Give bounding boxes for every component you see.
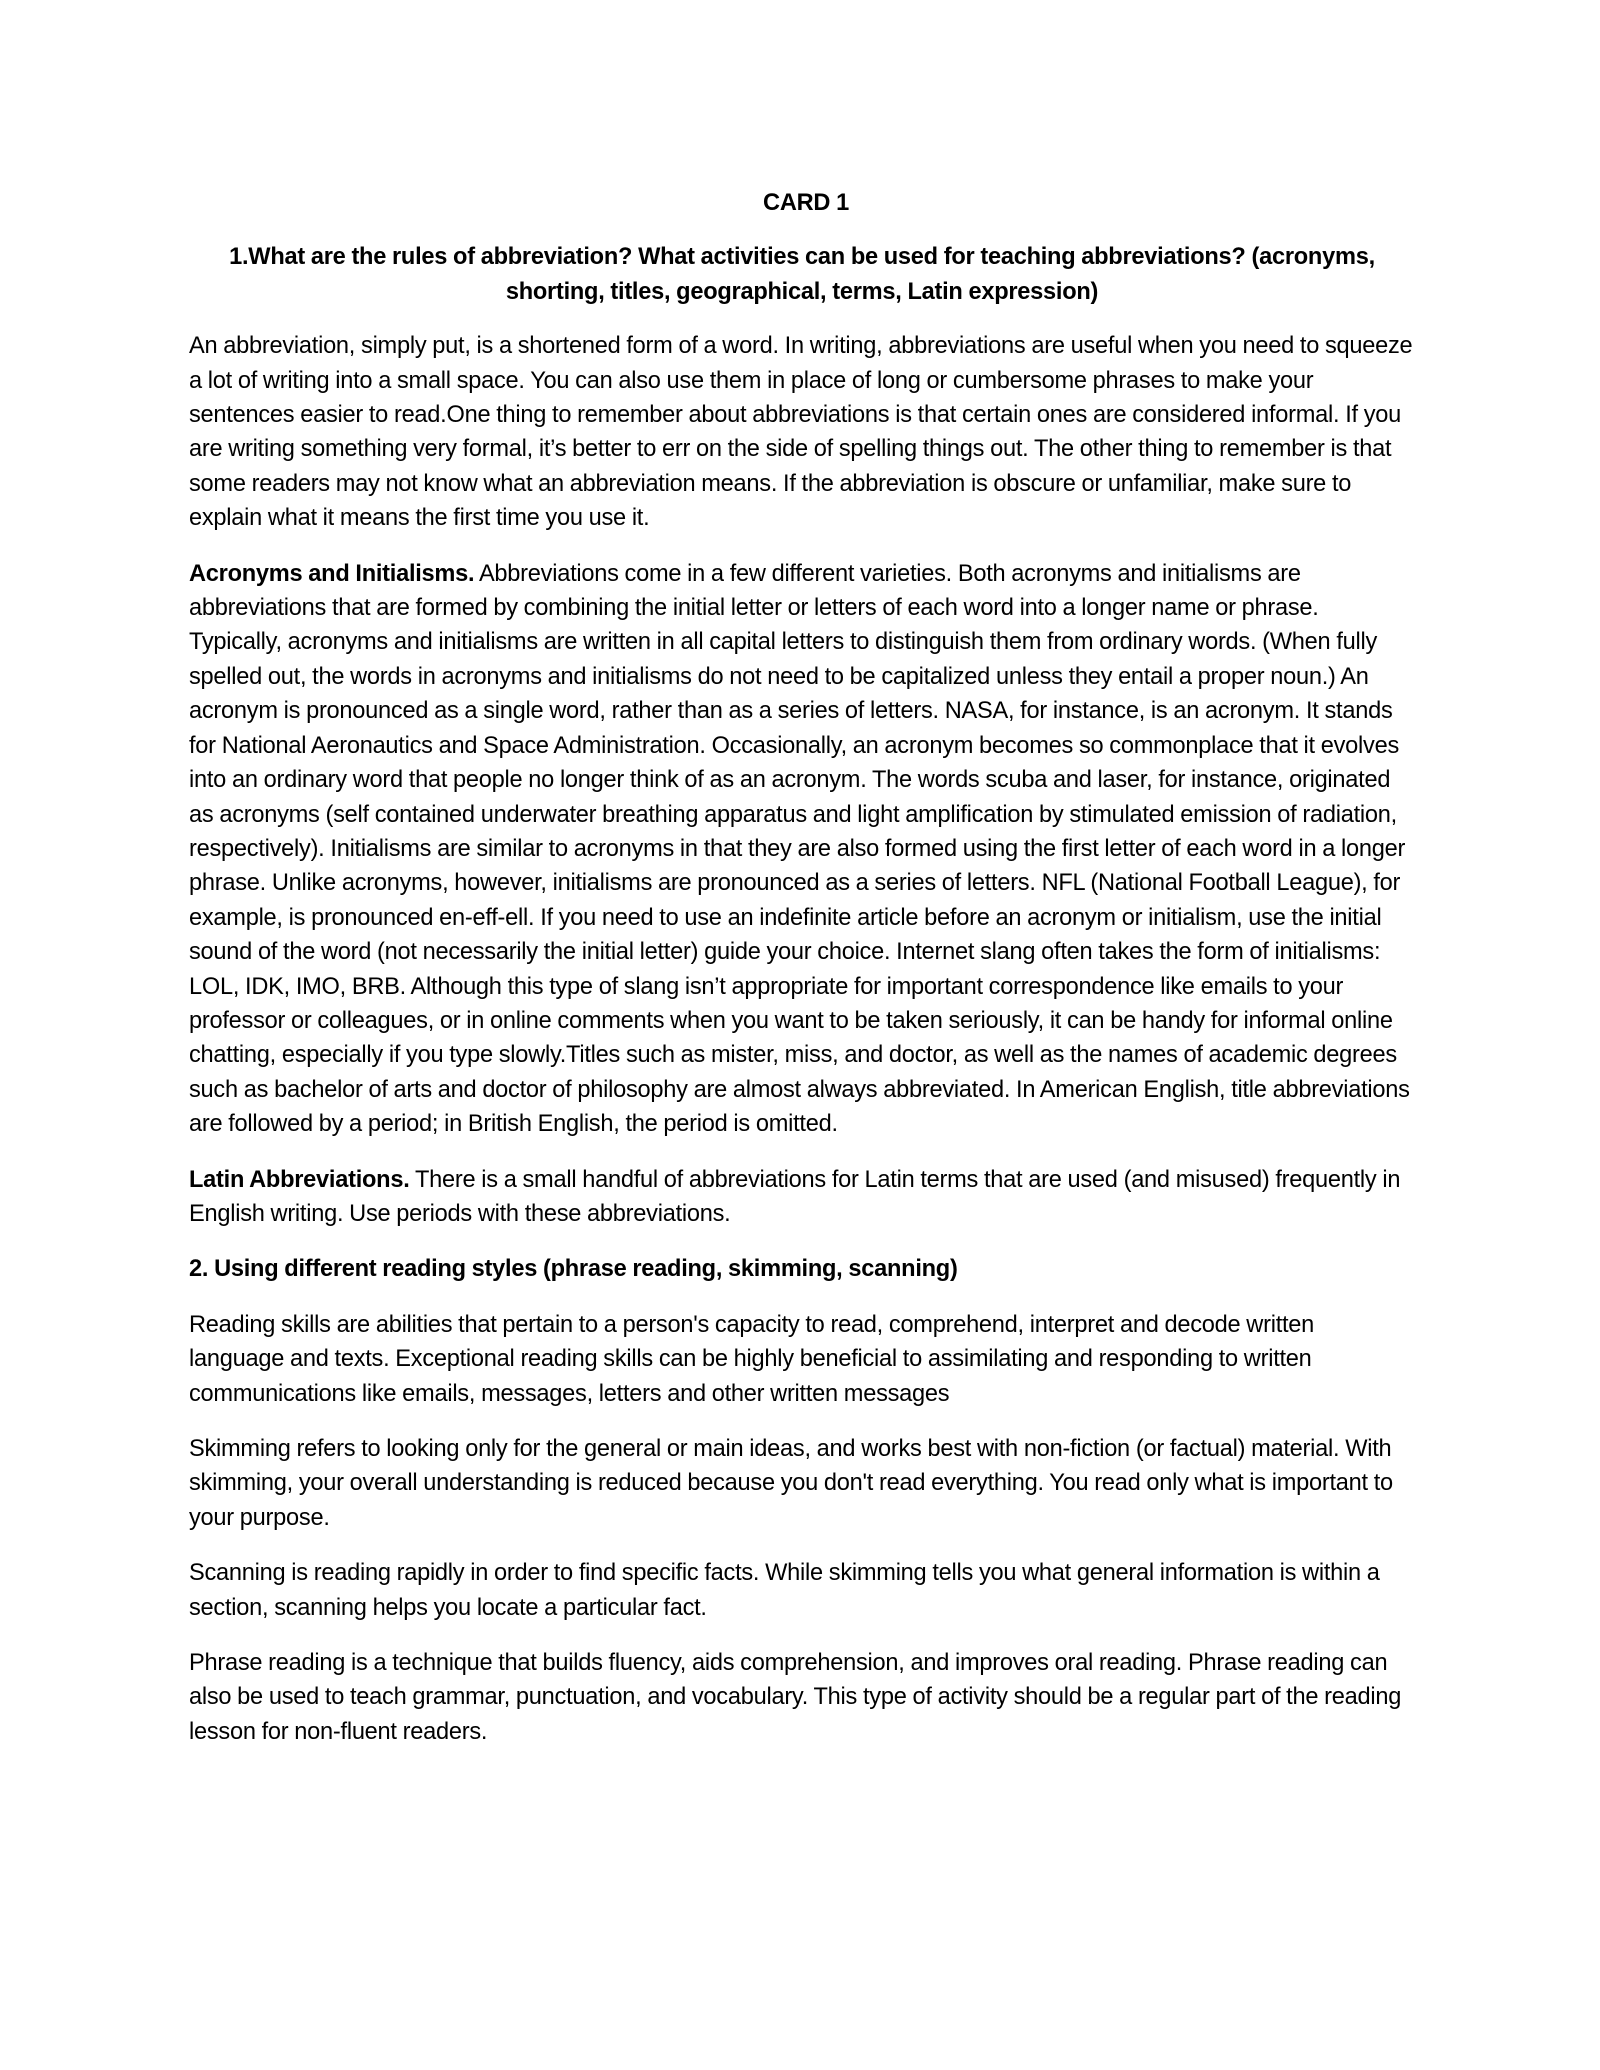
acronyms-lead: Acronyms and Initialisms. [189,560,475,587]
reading-skills-paragraph: Reading skills are abilities that pertain to a person's capacity to read, comprehend, interpret and decode written language and texts. Exceptional reading skills can be highly beneficial to assimilating and responding to written communications like emails, messages, letters and other written messages [189,1311,1315,1407]
question-2-heading: 2. Using different reading styles (phrase reading, skimming, scanning) [189,1256,958,1283]
intro-paragraph: An abbreviation, simply put, is a shortened form of a word. In writing, abbreviations are useful when you need to squeeze a lot of writing into a small space. You can also use them in place of long or cumbersome phrases to make your sentences easier to read.One thing to remember about abbreviations is that certain ones are considered informal. If you are writing something very formal, it’s better to err on the side of spelling things out. The other thing to remember is that some readers may not know what an abbreviation means. If the abbreviation is obscure or unfamiliar, make sure to explain what it means the first time you use it. [189,333,1413,532]
acronyms-text: Abbreviations come in a few different varieties. Both acronyms and initialisms are abbreviations that are formed by combining the initial letter or letters of each word into a longer name or phrase. Typically, acronyms and initialisms are written in all capital letters to distinguish them from ordinary words. (When fully spelled out, the words in acronyms and initialisms do not need to be capitalized unless they entail a proper noun.) An acronym is pronounced as a single word, rather than as a series of letters. NASA, for instance, is an acronym. It stands for National Aeronautics and Space Administration. Occasionally, an acronym becomes so commonplace that it evolves into an ordinary word that people no longer think of as an acronym. The words scuba and laser, for instance, originated as acronyms (self contained underwater breathing apparatus and light amplification by stimulated emission of radiation, respectively). Initialisms are similar to acronyms in that they are also formed using the first letter of each word in a longer phrase. Unlike acronyms, however, initialisms are pronounced as a series of letters. NFL (National Football League), for example, is pronounced en-eff-ell. If you need to use an indefinite article before an acronym or initialism, use the initial sound of the word (not necessarily the initial letter) guide your choice. Internet slang often takes the form of initialisms: LOL, IDK, IMO, BRB. Although this type of slang isn’t appropriate for important correspondence like emails to your professor or colleagues, or in online comments when you want to be taken seriously, it can be handy for informal online chatting, especially if you type slowly.Titles such as mister, miss, and doctor, as well as the names of academic degrees such as bachelor of arts and doctor of philosophy are almost always abbreviated. In American English, title abbreviations are followed by a period; in British English, the period is omitted. [189,560,1410,1138]
document-body [189,186,1415,1770]
latin-text: There is a small handful of abbreviations for Latin terms that are used (and misused) frequently in English writing. Use periods with these abbreviations. [189,1166,1401,1227]
phrase-reading-paragraph: Phrase reading is a technique that builds fluency, aids comprehension, and improves oral reading. Phrase reading can also be used to teach grammar, punctuation, and vocabulary. This type of activity should be a regular part of the reading lesson for non-fluent readers. [189,1650,1402,1745]
latin-lead: Latin Abbreviations. [189,1166,410,1193]
acronyms-paragraph [189,557,1415,1142]
scanning-paragraph: Scanning is reading rapidly in order to find specific facts. While skimming tells you what general information is within a section, scanning helps you locate a particular fact. [189,1560,1380,1621]
latin-paragraph [189,1163,1415,1232]
skimming-paragraph: Skimming refers to looking only for the general or main ideas, and works best with non-fiction (or factual) material. With skimming, your overall understanding is reduced because you don't read everything. You read only what is important to your purpose. [189,1436,1393,1531]
card-title: CARD 1 [763,190,849,216]
question-1-heading: 1.What are the rules of abbreviation? What activities can be used for teaching abbreviations? (acronyms, shorting, titles, geographical, terms, Latin expression) [229,244,1375,305]
